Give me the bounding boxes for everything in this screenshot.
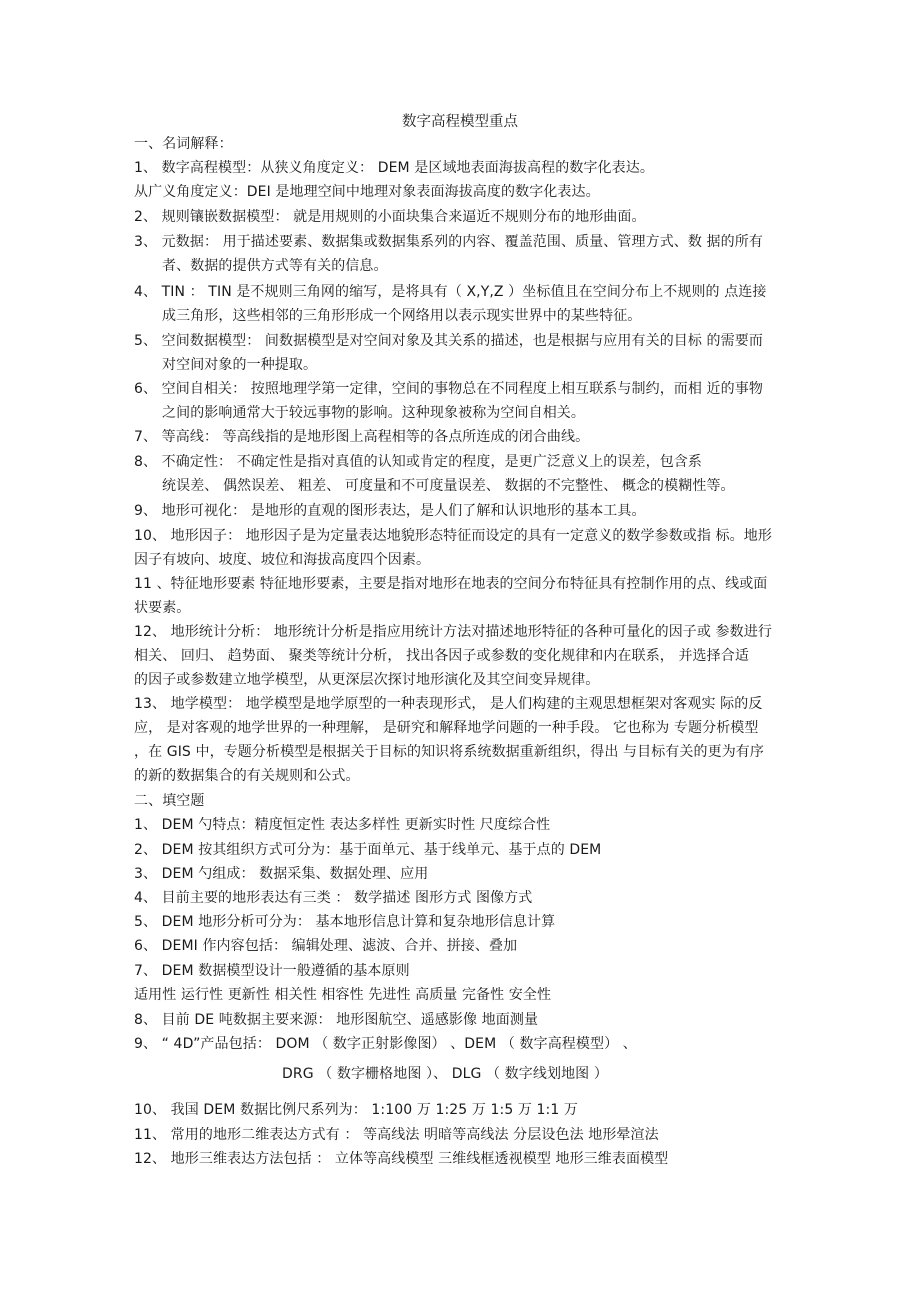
text-line: 3、 DEM 勺组成： 数据采集、数据处理、应用 xyxy=(134,866,429,882)
text-line: 应， 是对客观的地学世界的一种理解， 是研究和解释地学问题的一种手段。 它也称为 专题分析模型 xyxy=(134,720,759,736)
text-line: 8、 目前 DE 吨数据主要来源： 地形图航空、遥感影像 地面测量 xyxy=(134,1012,539,1028)
text-line: 8、 不确定性： 不确定性是指对真值的认知或肯定的程度，是更广泛意义上的误差，包含系 xyxy=(134,454,703,470)
text-line: 12、 地形统计分析： 地形统计分析是指应用统计方法对描述地形特征的各种可量化的因子或 参数进行 xyxy=(134,624,772,640)
text-line: 之间的影响通常大于较远事物的影响。这种现象被称为空间自相关。 xyxy=(162,405,585,421)
text-line: 12、 地形三维表达方法包括 ： 立体等高线模型 三维线框透视模型 地形三维表面模型 xyxy=(134,1151,669,1167)
text-line: 的新的数据集合的有关规则和公式。 xyxy=(134,768,360,784)
text-line: 7、 等高线： 等高线指的是地形图上高程相等的各点所连成的闭合曲线。 xyxy=(134,429,590,445)
text-line: 2、 规则镶嵌数据模型： 就是用规则的小面块集合来逼近不规则分布的地形曲面。 xyxy=(134,209,646,225)
text-line: 9、 “ 4D”产品包括： DOM （ 数字正射影像图） 、DEM （ 数字高程模型） 、 xyxy=(134,1036,637,1052)
text-line: 10、 地形因子： 地形因子是为定量表达地貌形态特征而设定的具有一定意义的数学参数或指 标。地形 xyxy=(134,528,772,544)
text-line: 13、 地学模型： 地学模型是地学原型的一种表现形式， 是人们构建的主观思想框架对客观实 际的反 xyxy=(134,696,763,712)
text-line: 10、 我国 DEM 数据比例尺系列为： 1:100 万 1:25 万 1:5 万 1:1 万 xyxy=(134,1102,579,1118)
text-line: 4、 TIN ： TIN 是不规则三角网的缩写，是将具有（ X,Y,Z ）坐标值且在空间分布上不规则的 点连接 xyxy=(134,284,767,300)
text-line: 相关、 回归、 趋势面、 聚类等统计分析， 找出各因子或参数的变化规律和内在联系， 并选择合适 xyxy=(134,648,749,664)
section-heading-fill-in: 二、填空题 xyxy=(134,793,205,809)
text-line: 5、 空间数据模型： 间数据模型是对空间对象及其关系的描述，也是根据与应用有关的目标 的需要而 xyxy=(134,333,763,349)
section-heading-definitions: 一、名词解释： xyxy=(134,136,233,152)
text-line: 1、 数字高程模型：从狭义角度定义： DEM 是区域地表面海拔高程的数字化表达。 xyxy=(134,160,654,176)
text-line: 状要素。 xyxy=(134,600,191,616)
text-line: 3、 元数据： 用于描述要素、数据集或数据集系列的内容、覆盖范围、质量、管理方式、数 据的所有 xyxy=(134,234,763,250)
text-line: DRG （ 数字栅格地图 ）、 DLG （ 数字线划地图 ） xyxy=(282,1066,608,1082)
text-line: 因子有坡向、坡度、坡位和海拔高度四个因素。 xyxy=(134,552,431,568)
text-line: 6、 DEMI 作内容包括： 编辑处理、滤波、合并、拼接、叠加 xyxy=(134,938,518,954)
text-line: 统误差、 偶然误差、 粗差、 可度量和不可度量误差、 数据的不完整性、 概念的模糊性等。 xyxy=(162,478,735,494)
text-line: 11 、特征地形要素 特征地形要素，主要是指对地形在地表的空间分布特征具有控制作用的点、线或面 xyxy=(134,576,768,592)
text-line: ，在 GIS 中，专题分析模型是根据关于目标的知识将系统数据重新组织，得出 与目标有关的更为有序 xyxy=(134,744,765,760)
text-line: 4、 目前主要的地形表达有三类 ： 数学描述 图形方式 图像方式 xyxy=(134,890,533,906)
text-line: 1、 DEM 勺特点：精度恒定性 表达多样性 更新实时性 尺度综合性 xyxy=(134,817,551,833)
text-line: 11、 常用的地形二维表达方式有 ： 等高线法 明暗等高线法 分层设色法 地形晕渲法 xyxy=(134,1127,659,1143)
text-line: 适用性 运行性 更新性 相关性 相容性 先进性 高质量 完备性 安全性 xyxy=(134,987,552,1003)
text-line: 对空间对象的一种提取。 xyxy=(162,357,318,373)
text-line: 的因子或参数建立地学模型，从更深层次探讨地形演化及其空间变异规律。 xyxy=(134,672,600,688)
page-title: 数字高程模型重点 xyxy=(402,114,518,130)
text-line: 者、数据的提供方式等有关的信息。 xyxy=(162,258,388,274)
text-line: 2、 DEM 按其组织方式可分为：基于面单元、基于线单元、基于点的 DEM xyxy=(134,842,602,858)
text-line: 7、 DEM 数据模型设计一般遵循的基本原则 xyxy=(134,963,410,979)
text-line: 5、 DEM 地形分析可分为： 基本地形信息计算和复杂地形信息计算 xyxy=(134,914,556,930)
text-line: 9、 地形可视化： 是地形的直观的图形表达，是人们了解和认识地形的基本工具。 xyxy=(134,503,646,519)
text-line: 6、 空间自相关： 按照地理学第一定律，空间的事物总在不同程度上相互联系与制约，而相 近的事物 xyxy=(134,381,763,397)
text-line: 从广义角度定义：DEI 是地理空间中地理对象表面海拔高度的数字化表达。 xyxy=(134,184,600,200)
text-line: 成三角形，这些相邻的三角形形成一个网络用以表示现实世界中的某些特征。 xyxy=(162,308,642,324)
